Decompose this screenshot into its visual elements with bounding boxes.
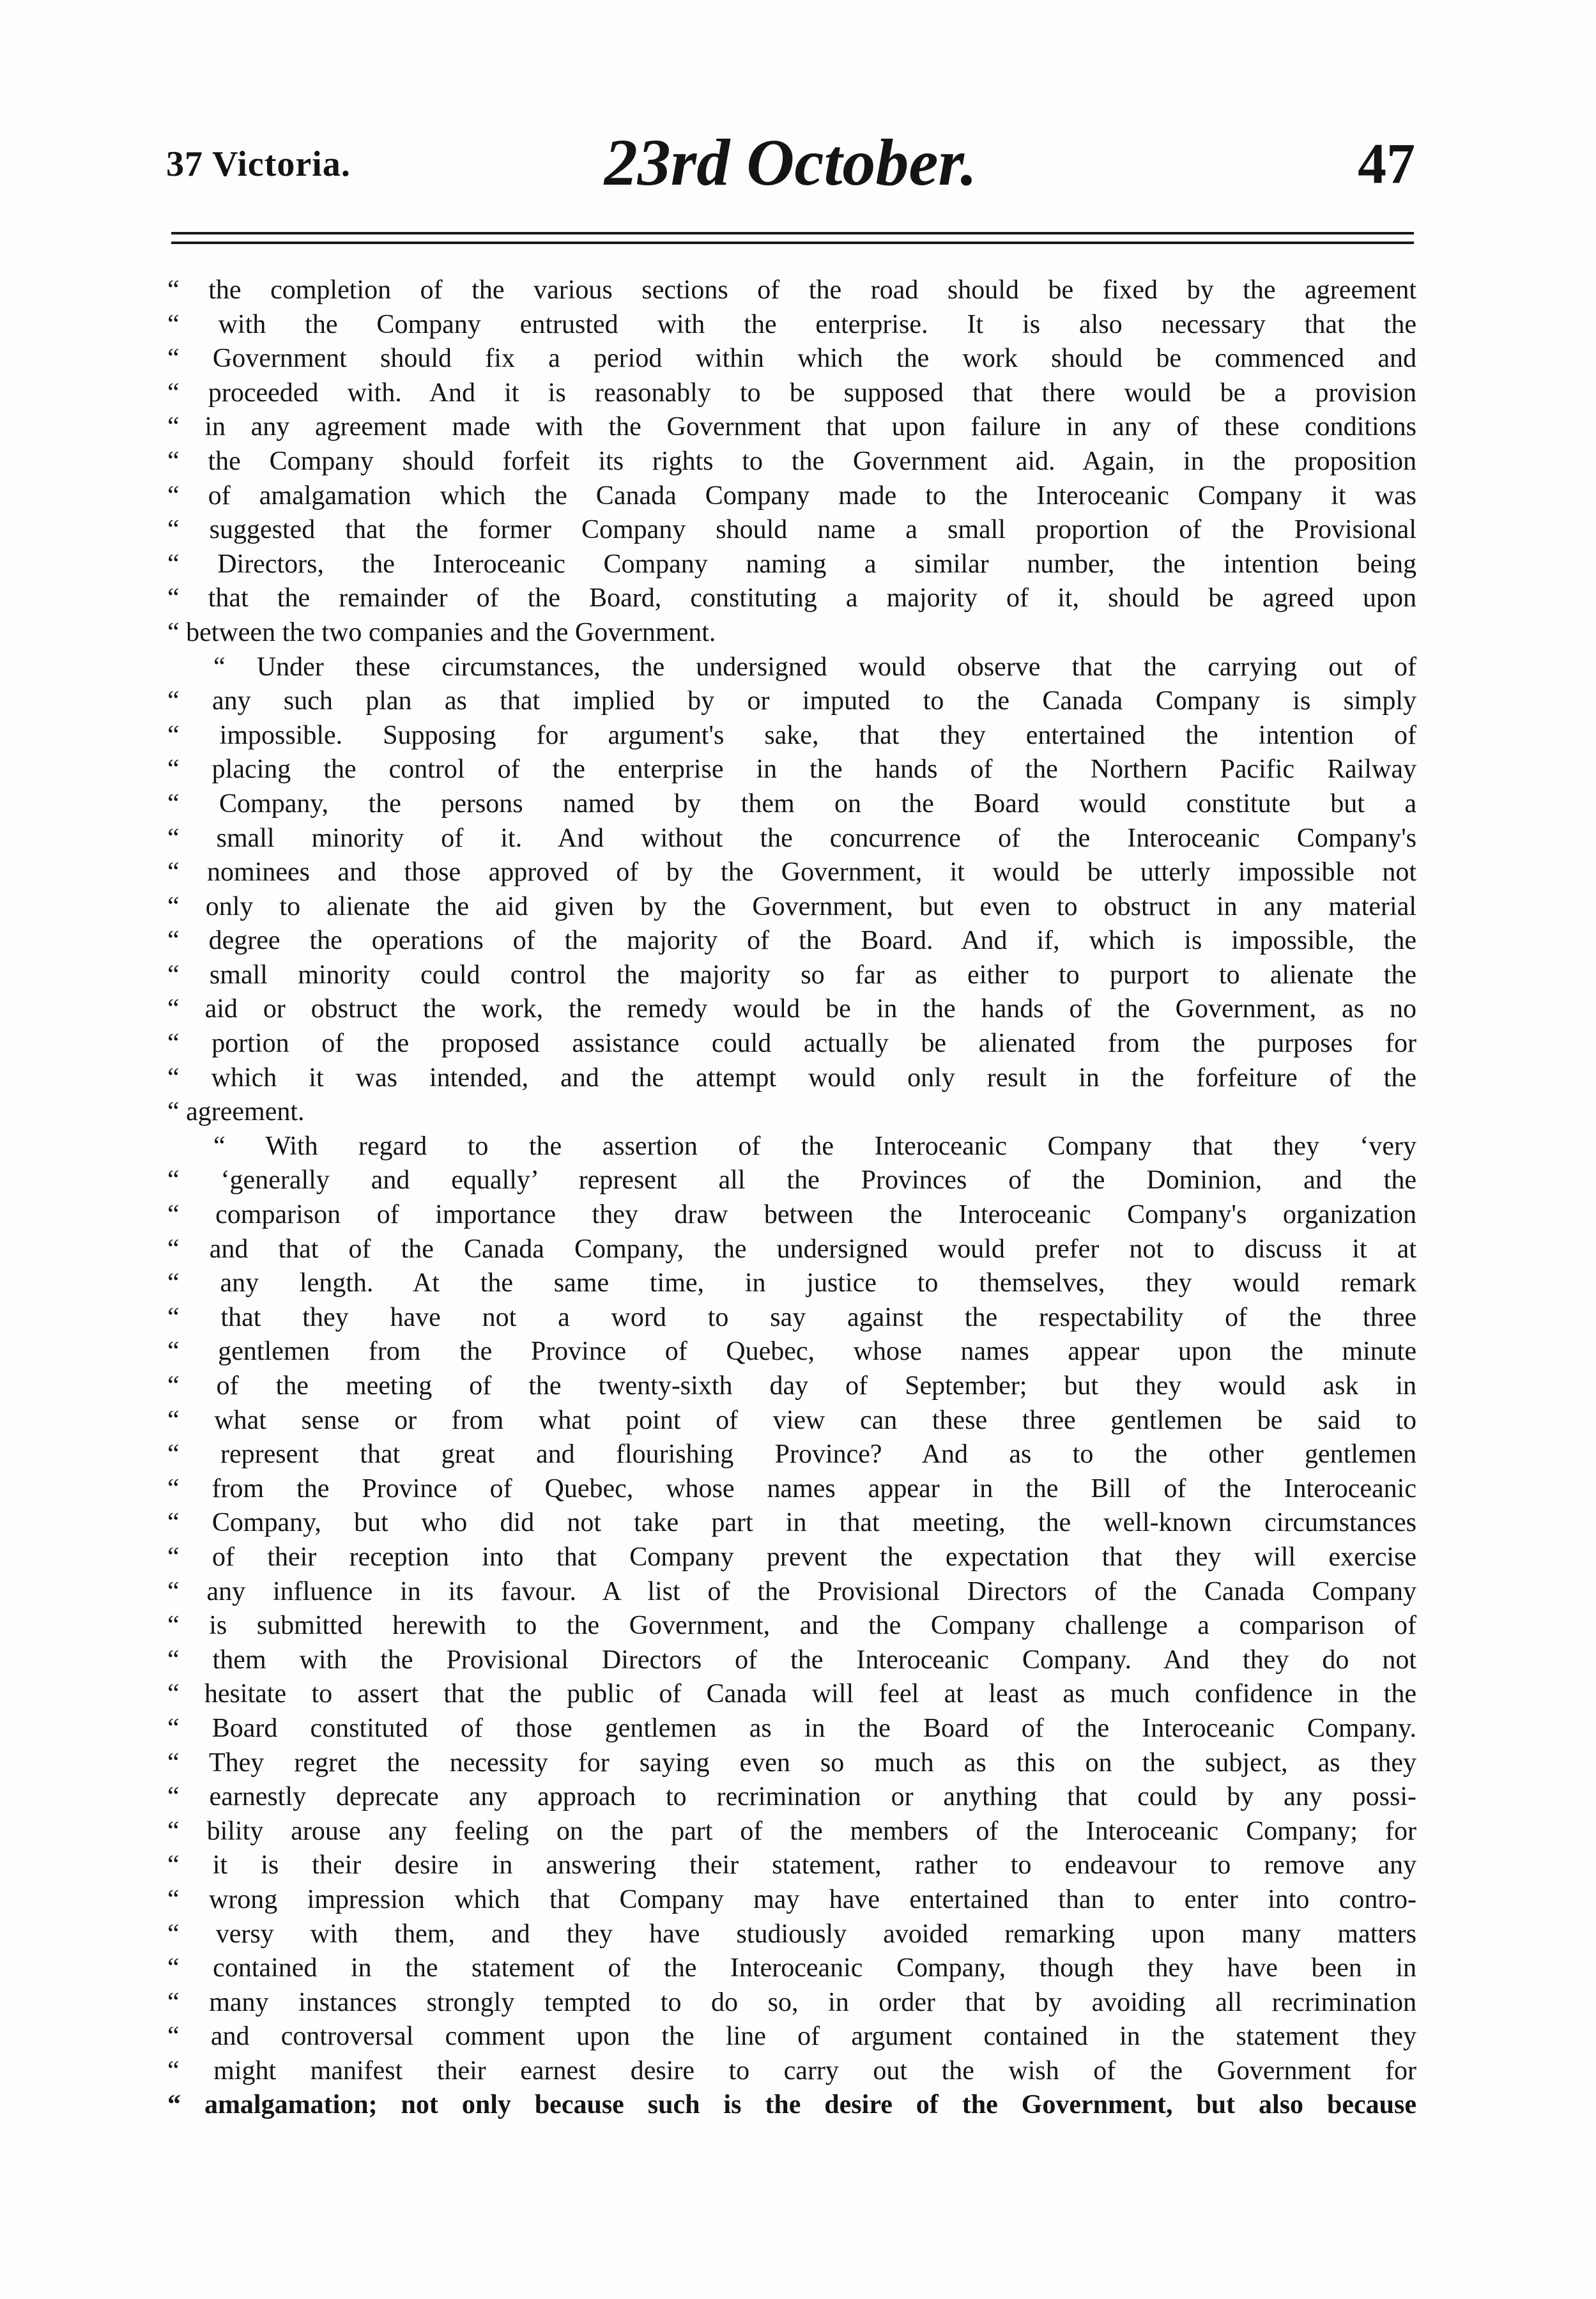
text-line: “ of amalgamation which the Canada Company made to the Interoceanic Company it was [167, 481, 1416, 511]
text-line: “ degree the operations of the majority of the Board. And if, which is impossible, the [167, 926, 1416, 956]
text-line: “ might manifest their earnest desire to carry out the wish of the Government for [167, 2056, 1416, 2086]
text-line: “ that they have not a word to say against the respectability of the three [167, 1302, 1416, 1332]
text-line: “ from the Province of Quebec, whose names appear in the Bill of the Interoceanic [167, 1473, 1416, 1503]
text-line: “ With regard to the assertion of the Interoceanic Company that they ‘very [213, 1131, 1416, 1161]
text-line: “ Directors, the Interoceanic Company naming a similar number, the intention being [167, 549, 1416, 579]
text-line: “ of the meeting of the twenty-sixth day of September; but they would ask in [167, 1371, 1416, 1401]
text-line: “ gentlemen from the Province of Quebec, whose names appear upon the minute [167, 1337, 1416, 1367]
text-line: “ it is their desire in answering their statement, rather to endeavour to remove any [167, 1850, 1416, 1880]
text-line: “ They regret the necessity for saying even so much as this on the subject, as they [167, 1748, 1416, 1778]
header-date: 23rd October. [604, 126, 978, 199]
text-line: “ small minority of it. And without the concurrence of the Interoceanic Company's [167, 823, 1416, 853]
text-line: “ Company, but who did not take part in that meeting, the well-known circumstances [167, 1508, 1416, 1538]
text-line: “ what sense or from what point of view can these three gentlemen be said to [167, 1405, 1416, 1435]
text-line: “ is submitted herewith to the Government, and the Company challenge a comparison of [167, 1611, 1416, 1641]
text-line: “ hesitate to assert that the public of Canada will feel at least as much confidence in the [167, 1679, 1416, 1709]
text-line: “ bility arouse any feeling on the part of the members of the Interoceanic Company; for [167, 1816, 1416, 1846]
text-line: “ the completion of the various sections of the road should be fixed by the agreement [167, 275, 1416, 305]
text-line: “ Board constituted of those gentlemen as in the Board of the Interoceanic Company. [167, 1713, 1416, 1743]
text-line: “ proceeded with. And it is reasonably to be supposed that there would be a provision [167, 378, 1416, 408]
text-line: “ ‘generally and equally’ represent all the Provinces of the Dominion, and the [167, 1165, 1416, 1196]
text-line: “ agreement. [167, 1097, 305, 1127]
header-rule-bottom [171, 242, 1414, 244]
text-line: “ contained in the statement of the Interoceanic Company, though they have been in [167, 1953, 1416, 1983]
text-line: “ portion of the proposed assistance could actually be alienated from the purposes for [167, 1029, 1416, 1059]
text-line: “ Under these circumstances, the undersigned would observe that the carrying out of [213, 652, 1416, 682]
text-line: “ which it was intended, and the attempt would only result in the forfeiture of the [167, 1063, 1416, 1093]
text-line: “ aid or obstruct the work, the remedy would be in the hands of the Government, as no [167, 994, 1416, 1024]
text-line: “ earnestly deprecate any approach to recrimination or anything that could by any possi- [167, 1782, 1416, 1812]
page-header [166, 118, 1415, 214]
text-line: “ with the Company entrusted with the enterprise. It is also necessary that the [167, 309, 1416, 339]
text-line: “ of their reception into that Company prevent the expectation that they will exercise [167, 1542, 1416, 1572]
header-session: 37 Victoria. [166, 144, 351, 184]
text-line: “ Government should fix a period within which the work should be commenced and [167, 344, 1416, 374]
text-line: “ and that of the Canada Company, the undersigned would prefer not to discuss it at [167, 1234, 1416, 1264]
text-line: “ nominees and those approved of by the Government, it would be utterly impossible not [167, 857, 1416, 888]
text-line: “ suggested that the former Company should name a small proportion of the Provisional [167, 515, 1416, 545]
page-number: 47 [1358, 132, 1415, 196]
text-line: “ comparison of importance they draw between the Interoceanic Company's organization [167, 1200, 1416, 1230]
text-line: “ the Company should forfeit its rights to the Government aid. Again, in the proposition [167, 446, 1416, 476]
text-line: “ in any agreement made with the Government that upon failure in any of these conditions [167, 412, 1416, 442]
text-line: “ any influence in its favour. A list of the Provisional Directors of the Canada Company [167, 1576, 1416, 1606]
body-text [167, 273, 1416, 2123]
text-line: “ small minority could control the majority so far as either to purport to alienate the [167, 960, 1416, 990]
text-line: “ versy with them, and they have studiously avoided remarking upon many matters [167, 1919, 1416, 1949]
text-line: “ Company, the persons named by them on the Board would constitute but a [167, 788, 1416, 819]
text-line: “ represent that great and flourishing Province? And as to the other gentlemen [167, 1440, 1416, 1470]
text-line: “ many instances strongly tempted to do so, in order that by avoiding all recrimination [167, 1987, 1416, 2017]
text-line: “ between the two companies and the Government. [167, 617, 716, 647]
text-line: “ amalgamation; not only because such is the desire of the Government, but also because [167, 2090, 1416, 2120]
text-line: “ wrong impression which that Company may have entertained than to enter into contro- [167, 1884, 1416, 1914]
text-line: “ and controversal comment upon the line of argument contained in the statement they [167, 2022, 1416, 2052]
text-line: “ impossible. Supposing for argument's sake, that they entertained the intention of [167, 720, 1416, 750]
text-line: “ placing the control of the enterprise in the hands of the Northern Pacific Railway [167, 755, 1416, 785]
text-line: “ any length. At the same time, in justice to themselves, they would remark [167, 1268, 1416, 1298]
text-line: “ any such plan as that implied by or imputed to the Canada Company is simply [167, 686, 1416, 716]
text-line: “ only to alienate the aid given by the Government, but even to obstruct in any material [167, 891, 1416, 921]
text-line: “ that the remainder of the Board, constituting a majority of it, should be agreed upon [167, 583, 1416, 613]
text-line: “ them with the Provisional Directors of the Interoceanic Company. And they do not [167, 1645, 1416, 1675]
header-rule-top [171, 232, 1414, 235]
